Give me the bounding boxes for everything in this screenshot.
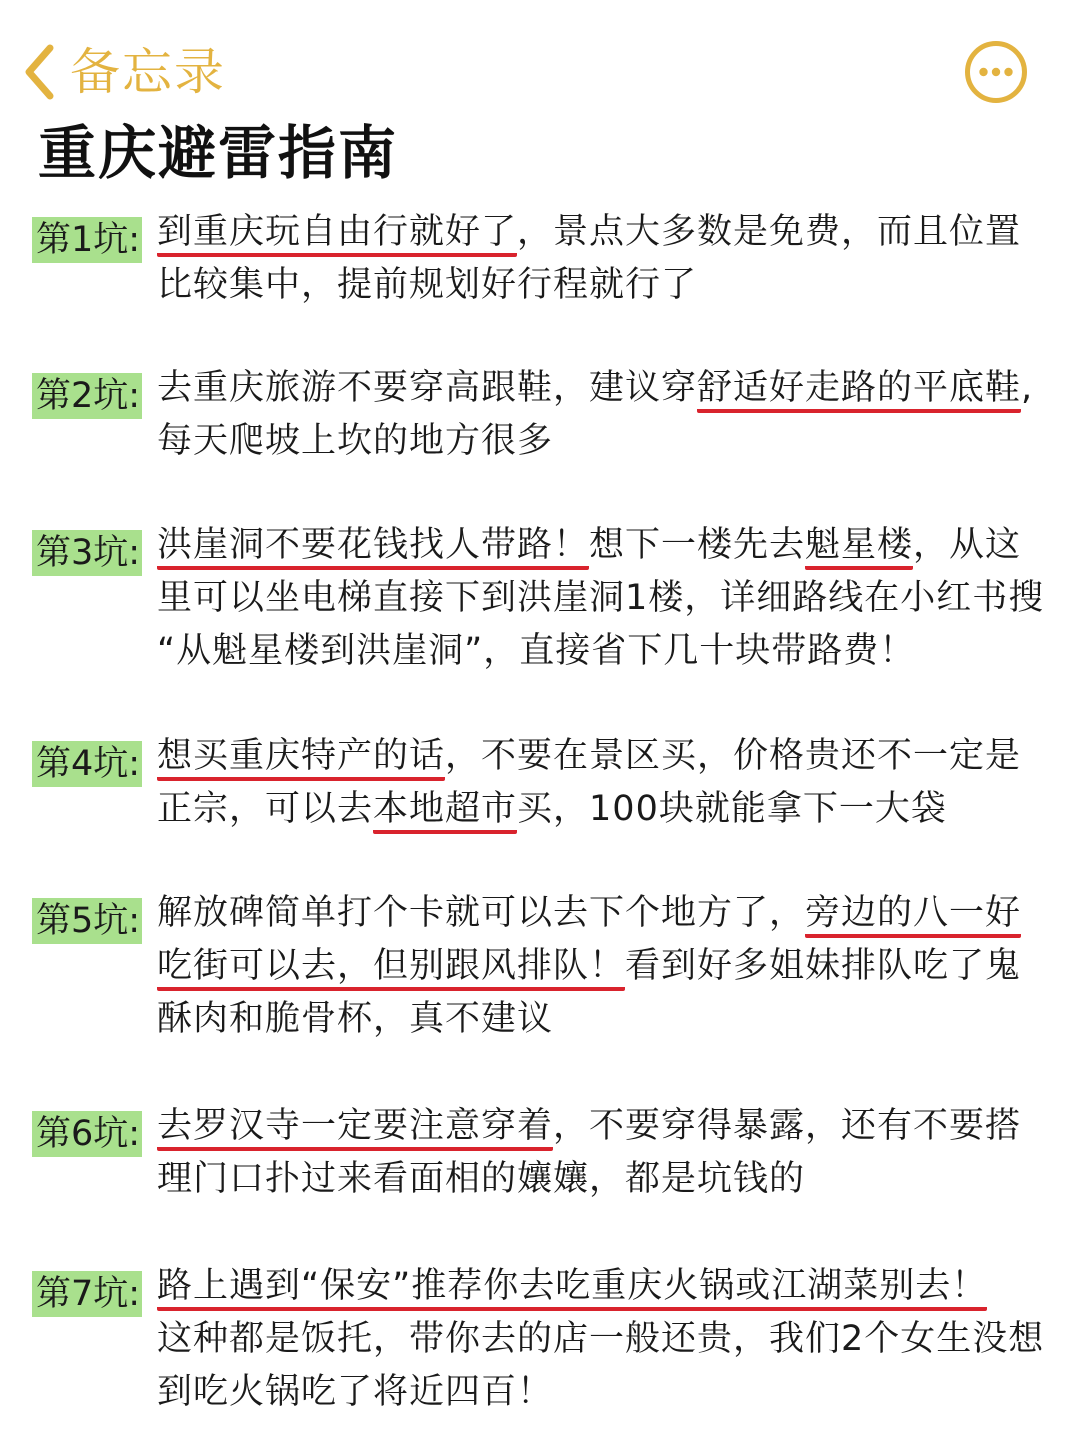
underlined-text: 想买重庆特产的话	[157, 736, 445, 781]
item-text	[157, 206, 1057, 312]
text-line	[157, 362, 1057, 415]
underlined-text: 舒适好走路的平底鞋	[697, 368, 1021, 413]
text-segment: 想下一楼先去	[589, 525, 806, 565]
text-segment: 去重庆旅游不要穿高跟鞋，建议穿	[157, 368, 698, 408]
text-line	[157, 1260, 1057, 1313]
more-button[interactable]	[964, 40, 1028, 104]
text-segment: 正宗，可以去	[157, 789, 374, 829]
item-text	[157, 887, 1057, 1046]
navigation-bar	[0, 0, 1080, 120]
text-segment: 酥肉和脆骨杯，真不建议	[157, 999, 554, 1039]
text-line	[157, 1100, 1057, 1153]
text-line	[157, 1313, 1057, 1366]
text-segment: 买，100块就能拿下一大袋	[517, 789, 947, 829]
more-icon	[964, 89, 1028, 108]
underlined-text: 吃街可以去，但别跟风排队！	[157, 946, 625, 991]
text-segment: ，不要在景区买，价格贵还不一定是	[445, 736, 1022, 776]
text-line	[157, 572, 1057, 625]
text-segment: “从魁星楼到洪崖洞”，直接省下几十块带路费！	[157, 631, 916, 671]
item-text	[157, 730, 1057, 836]
item-text	[157, 362, 1057, 468]
text-line	[157, 415, 1057, 468]
text-segment: 这种都是饭托，带你去的店一般还贵，我们2个女生没想	[157, 1319, 1045, 1359]
text-segment: 理门口扑过来看面相的孃孃，都是坑钱的	[157, 1159, 806, 1199]
text-segment: ,	[1021, 368, 1034, 408]
item-badge: 第5坑:	[32, 898, 142, 944]
underlined-text: 到重庆玩自由行就好了	[157, 212, 517, 257]
item-badge: 第3坑:	[32, 530, 142, 576]
item-badge: 第4坑:	[32, 741, 142, 787]
text-line	[157, 940, 1057, 993]
text-line	[157, 887, 1057, 940]
text-line	[157, 783, 1057, 836]
item-badge: 第6坑:	[32, 1111, 142, 1157]
text-segment: ，不要穿得暴露，还有不要搭	[553, 1106, 1022, 1146]
item-badge: 第2坑:	[32, 373, 142, 419]
text-line	[157, 730, 1057, 783]
text-line	[157, 1153, 1057, 1206]
item-text	[157, 1100, 1057, 1206]
text-segment: 看到好多姐妹排队吃了鬼	[625, 946, 1022, 986]
chevron-left-icon	[22, 43, 56, 101]
item-badge: 第1坑:	[32, 217, 142, 263]
text-line	[157, 206, 1057, 259]
text-line	[157, 519, 1057, 572]
item-badge: 第7坑:	[32, 1271, 142, 1317]
underlined-text: 本地超市	[373, 789, 517, 834]
underlined-text: 路上遇到“保安”推荐你去吃重庆火锅或江湖菜别去！	[157, 1266, 987, 1311]
text-segment: 比较集中，提前规划好行程就行了	[157, 265, 698, 305]
text-line	[157, 993, 1057, 1046]
underlined-text: 旁边的八一好	[805, 893, 1021, 938]
text-segment: 里可以坐电梯直接下到洪崖洞1楼，详细路线在小红书搜	[157, 578, 1045, 618]
item-text	[157, 519, 1057, 678]
back-label: 备忘录	[70, 43, 226, 101]
text-segment: ，景点大多数是免费，而且位置	[517, 212, 1022, 252]
underlined-text: 洪崖洞不要花钱找人带路！	[157, 525, 589, 570]
text-segment: 到吃火锅吃了将近四百！	[157, 1372, 554, 1412]
note-title: 重庆避雷指南	[38, 119, 399, 187]
text-line	[157, 1366, 1057, 1419]
underlined-text: 去罗汉寺一定要注意穿着	[157, 1106, 553, 1151]
text-segment: ，从这	[913, 525, 1022, 565]
text-line	[157, 259, 1057, 312]
item-text	[157, 1260, 1057, 1419]
text-segment: 解放碑简单打个卡就可以去下个地方了，	[157, 893, 806, 933]
underlined-text: 魁星楼	[805, 525, 913, 570]
text-segment: 每天爬坡上坎的地方很多	[157, 421, 554, 461]
text-line	[157, 625, 1057, 678]
back-button[interactable]	[22, 40, 226, 104]
